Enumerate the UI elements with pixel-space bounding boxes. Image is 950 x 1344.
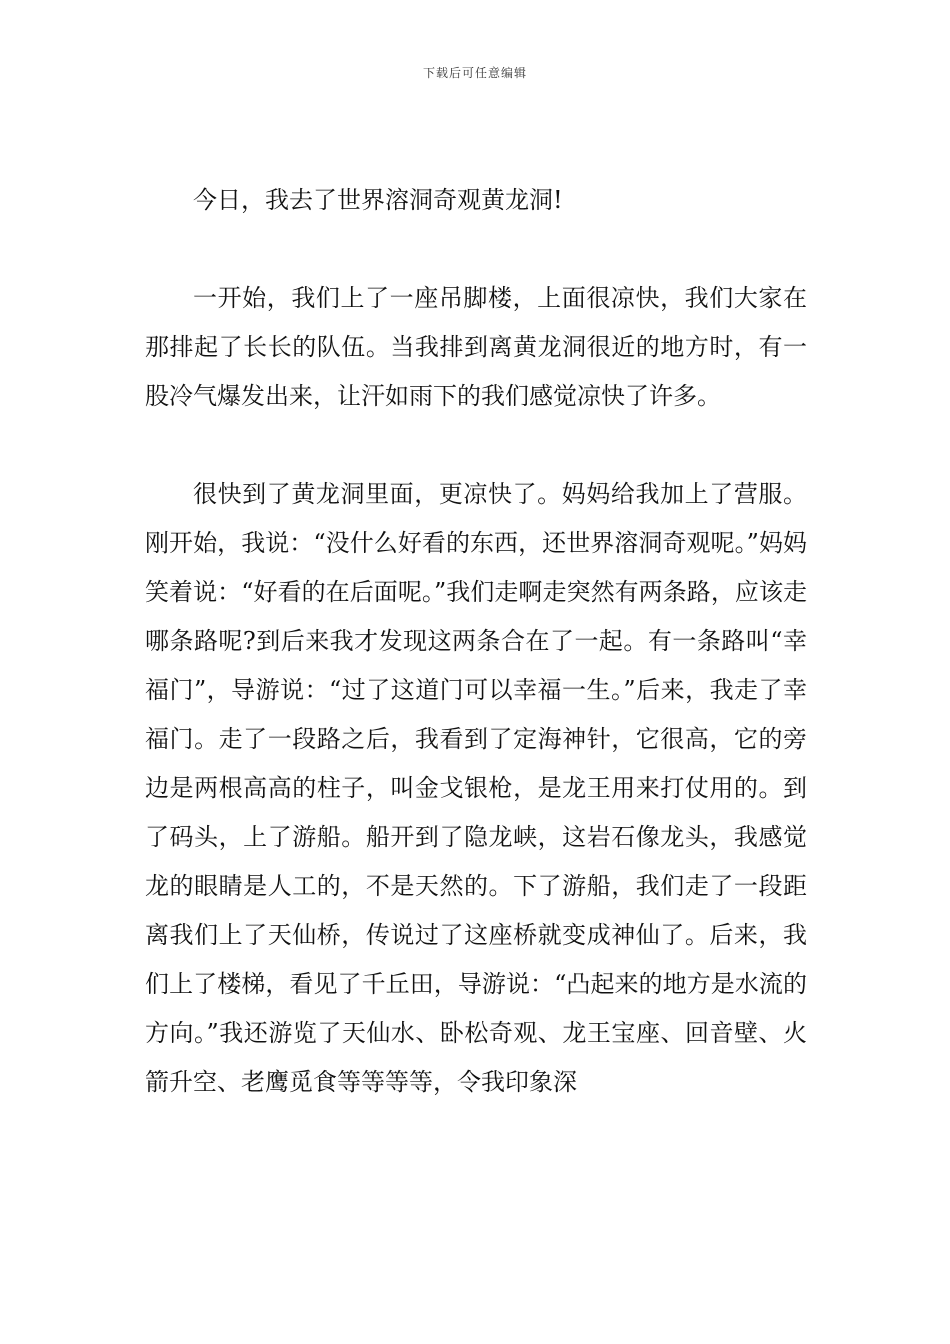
paragraph-intro: 今日，我去了世界溶洞奇观黄龙洞!: [193, 186, 563, 214]
paragraph-inside-cave: 很快到了黄龙洞里面，更凉快了。妈妈给我加上了营服。刚开始，我说：“没什么好看的东西，还世界溶洞奇观呢。”妈妈笑着说：“好看的在后面呢。”我们走啊走突然有两条路，应该走哪条路呢?到后来我才发现这两条合在了一起。有一条路叫“幸福门”，导游说：“过了这道门可以幸福一生。”后来，我走了幸福门。走了一段路之后，我看到了定海神针，它很高，它的旁边是两根高高的柱子，叫金戈银枪，是龙王用来打仗用的。到了码头，上了游船。船开到了隐龙峡，这岩石像龙头，我感觉龙的眼睛是人工的，不是天然的。下了游船，我们走了一段距离我们上了天仙桥，传说过了这座桥就变成神仙了。后来，我们上了楼梯，看见了千丘田，导游说：“凸起来的地方是水流的方向。”我还游览了天仙水、卧松奇观、龙王宝座、回音壁、火箭升空、老鹰觅食等等等等，令我印象深: [145, 480, 807, 1096]
document-body: [145, 176, 807, 1107]
paragraph-entrance: 一开始，我们上了一座吊脚楼，上面很凉快，我们大家在那排起了长长的队伍。当我排到离黄龙洞很近的地方时，有一股冷气爆发出来，让汗如雨下的我们感觉凉快了许多。: [145, 284, 807, 410]
page-header: 下载后可任意编辑: [422, 66, 527, 80]
